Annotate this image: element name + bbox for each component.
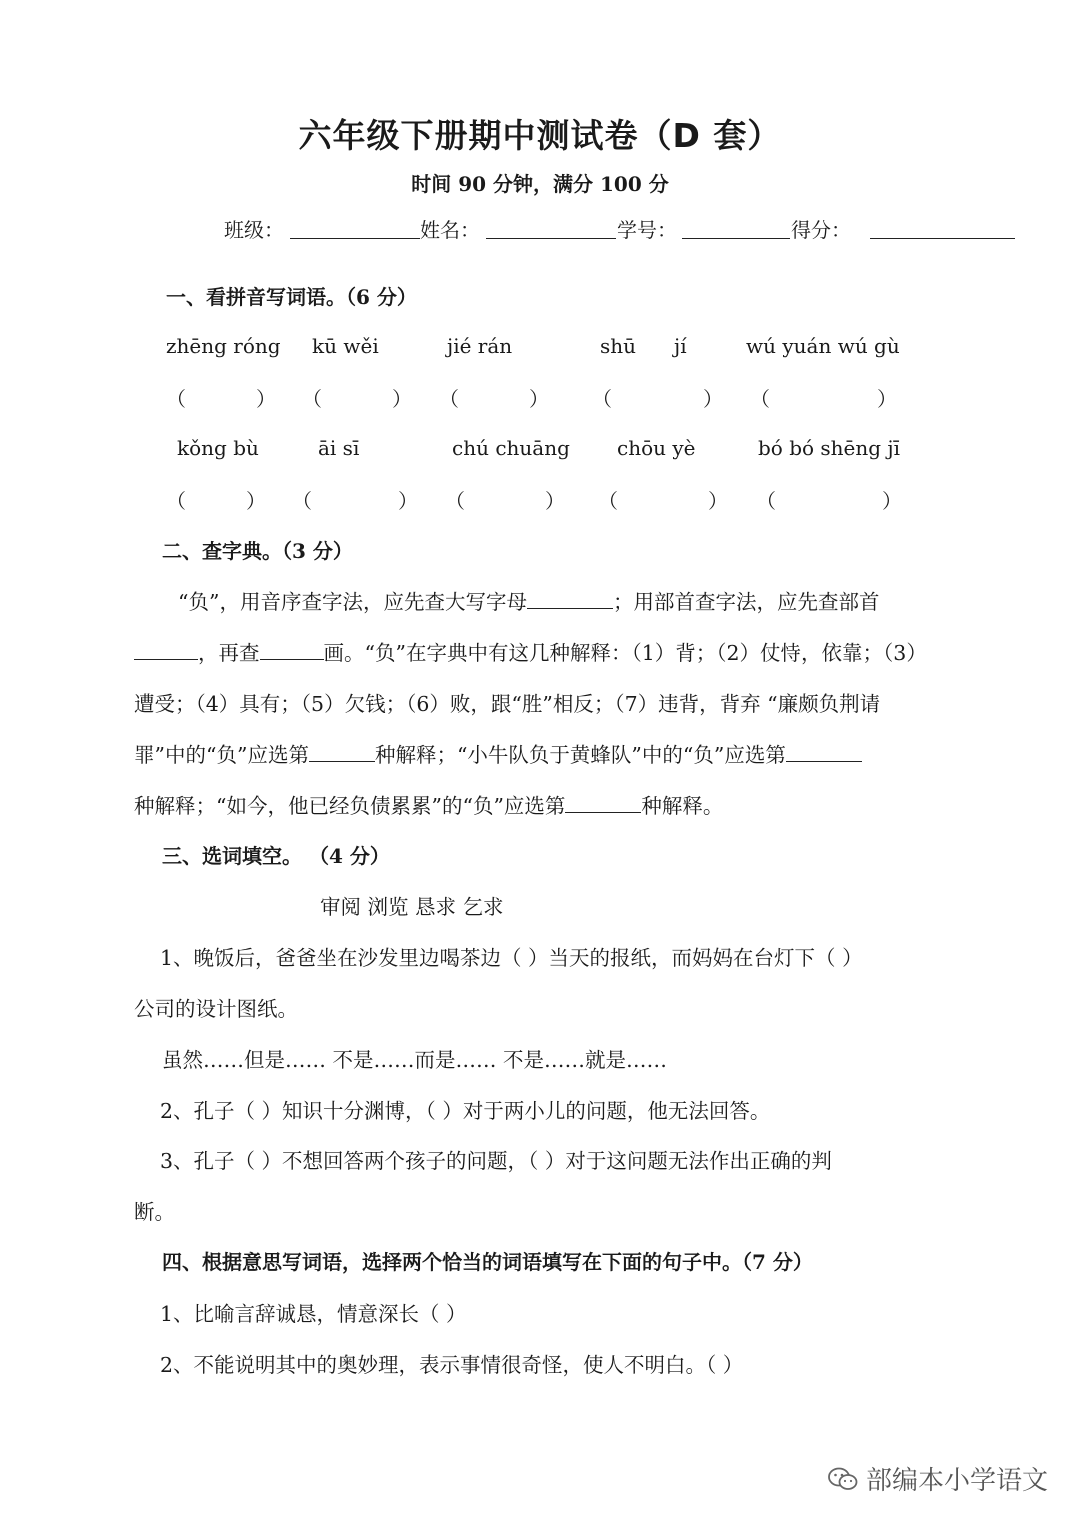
answer-bracket-close: ）	[708, 489, 728, 513]
question-line: 1、比喻言辞诚恳，情意深长（ ）	[160, 1302, 467, 1326]
answer-bracket-close: ）	[256, 387, 276, 411]
fill-blank[interactable]	[565, 792, 641, 813]
watermark	[828, 1460, 1048, 1497]
answer-bracket-close: ）	[703, 387, 723, 411]
pinyin-item: chōu yè	[617, 436, 696, 460]
chat-bubble-icon	[828, 1466, 858, 1492]
word-bank: 虽然……但是…… 不是……而是…… 不是……就是……	[162, 1048, 668, 1072]
section-1-heading: 一、看拼音写词语。（6 分）	[166, 285, 417, 309]
answer-bracket-close: ）	[545, 489, 565, 513]
answer-bracket-open: （	[750, 387, 770, 411]
number-label: 学号：	[617, 218, 677, 242]
answer-bracket-close: ）	[877, 387, 897, 411]
question-line: 公司的设计图纸。	[134, 997, 298, 1021]
page-subtitle: 时间 90 分钟，满分 100 分	[411, 172, 669, 196]
answer-bracket-open: （	[439, 387, 459, 411]
fill-blank[interactable]	[527, 588, 613, 609]
class-field[interactable]	[290, 238, 420, 239]
pinyin-item: kū wěi	[312, 334, 379, 358]
pinyin-item: kǒng bù	[177, 436, 259, 460]
answer-bracket-open: （	[292, 489, 312, 513]
paragraph-line: “负”，用音序查字法，应先查大写字母 ；用部首查字法，应先查部首	[178, 590, 880, 614]
section-2-heading: 二、查字典。（3 分）	[162, 539, 353, 563]
score-label: 得分：	[791, 218, 851, 242]
fill-blank[interactable]	[309, 741, 375, 762]
pinyin-item: bó bó shēng jī	[758, 436, 901, 460]
question-line: 2、孔子（ ）知识十分渊博，（ ）对于两小儿的问题，他无法回答。	[160, 1099, 771, 1123]
question-line: 断。	[134, 1200, 175, 1224]
answer-bracket-open: （	[598, 489, 618, 513]
answer-bracket-close: ）	[529, 387, 549, 411]
paragraph-line: ，再查 画。“负”在字典中有这几种解释：（1）背；（2）仗恃，依靠；（3）	[134, 636, 927, 666]
pinyin-item: jí	[674, 334, 687, 358]
pinyin-item: āi sī	[318, 436, 360, 460]
answer-bracket-open: （	[302, 387, 322, 411]
fill-blank[interactable]	[134, 639, 198, 660]
name-label: 姓名：	[420, 218, 480, 242]
paragraph-line: 遭受；（4）具有；（5）欠钱；（6）败，跟“胜”相反；（7）违背，背弃 “廉颇负荆请	[134, 692, 881, 716]
question-line: 2、不能说明其中的奥妙理，表示事情很奇怪，使人不明白。（ ）	[160, 1353, 744, 1377]
question-line: 3、孔子（ ）不想回答两个孩子的问题，（ ）对于这问题无法作出正确的判	[160, 1149, 832, 1173]
score-field[interactable]	[870, 238, 1015, 239]
name-field[interactable]	[486, 238, 616, 239]
answer-bracket-close: ）	[246, 489, 266, 513]
number-field[interactable]	[682, 238, 790, 239]
answer-bracket-open: （	[166, 489, 186, 513]
fill-blank[interactable]	[786, 741, 862, 762]
class-label: 班级：	[224, 218, 284, 242]
answer-bracket-open: （	[592, 387, 612, 411]
paragraph-line: 种解释；“如今，他已经负债累累”的“负”应选第 种解释。	[134, 794, 724, 818]
pinyin-item: wú yuán wú gù	[746, 334, 900, 358]
pinyin-item: jié rán	[447, 334, 513, 358]
paragraph-line: 罪”中的“负”应选第 种解释；“小牛队负于黄蜂队”中的“负”应选第	[134, 738, 862, 768]
answer-bracket-open: （	[756, 489, 776, 513]
section-3-heading: 三、选词填空。 （4 分）	[162, 844, 390, 868]
pinyin-item: chú chuāng	[452, 436, 570, 460]
answer-bracket-open: （	[445, 489, 465, 513]
answer-bracket-close: ）	[882, 489, 902, 513]
answer-bracket-close: ）	[398, 489, 418, 513]
answer-bracket-open: （	[166, 387, 186, 411]
page-title: 六年级下册期中测试卷（D 套）	[298, 116, 782, 155]
watermark-text: 部编本小学语文	[865, 1466, 1048, 1496]
word-bank: 审阅 浏览 恳求 乞求	[320, 895, 504, 919]
pinyin-item: shū	[600, 334, 637, 358]
section-4-heading: 四、根据意思写词语，选择两个恰当的词语填写在下面的句子中。（7 分）	[162, 1250, 813, 1274]
fill-blank[interactable]	[260, 639, 324, 660]
question-line: 1、晚饭后，爸爸坐在沙发里边喝茶边（ ）当天的报纸，而妈妈在台灯下（ ）	[160, 946, 863, 970]
answer-bracket-close: ）	[392, 387, 412, 411]
pinyin-item: zhēng róng	[166, 334, 281, 358]
